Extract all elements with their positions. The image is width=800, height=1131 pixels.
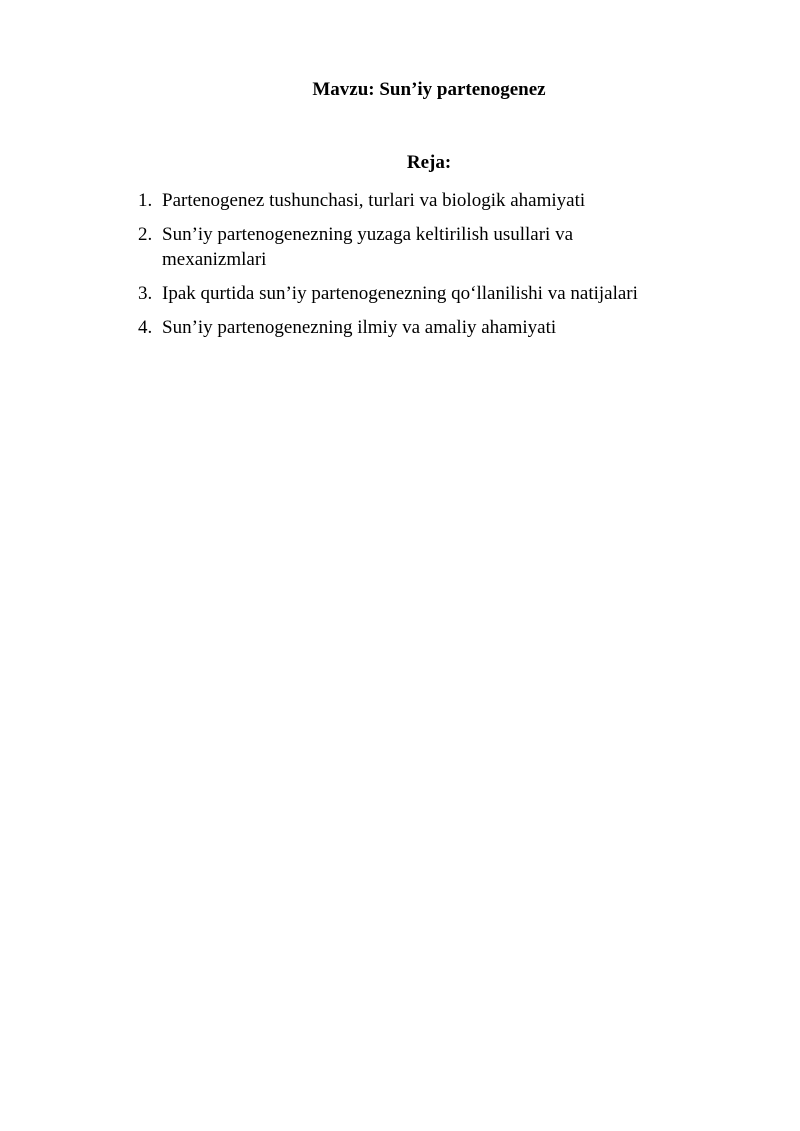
topic-title: Mavzu: Sun’iy partenogenez [312, 79, 546, 100]
plan-item-number: 4. [138, 317, 153, 338]
plan-list [138, 188, 718, 349]
plan-item [138, 315, 718, 340]
plan-item-number: 2. [138, 224, 153, 245]
plan-item-number: 1. [138, 190, 153, 211]
plan-item [138, 281, 718, 306]
plan-item [138, 188, 718, 213]
plan-item-text: Partenogenez tushunchasi, turlari va biologik ahamiyati [162, 190, 586, 211]
plan-item-number: 3. [138, 283, 153, 304]
plan-heading: Reja: [406, 152, 452, 173]
plan-item-text: Ipak qurtida sun’iy partenogenezning qo‘llanilishi va natijalari [162, 283, 638, 304]
plan-item [138, 222, 718, 272]
plan-item-text: Sun’iy partenogenezning ilmiy va amaliy ahamiyati [162, 317, 557, 338]
plan-item-text: Sun’iy partenogenezning yuzaga keltirilish usullari va mexanizmlari [162, 224, 574, 270]
